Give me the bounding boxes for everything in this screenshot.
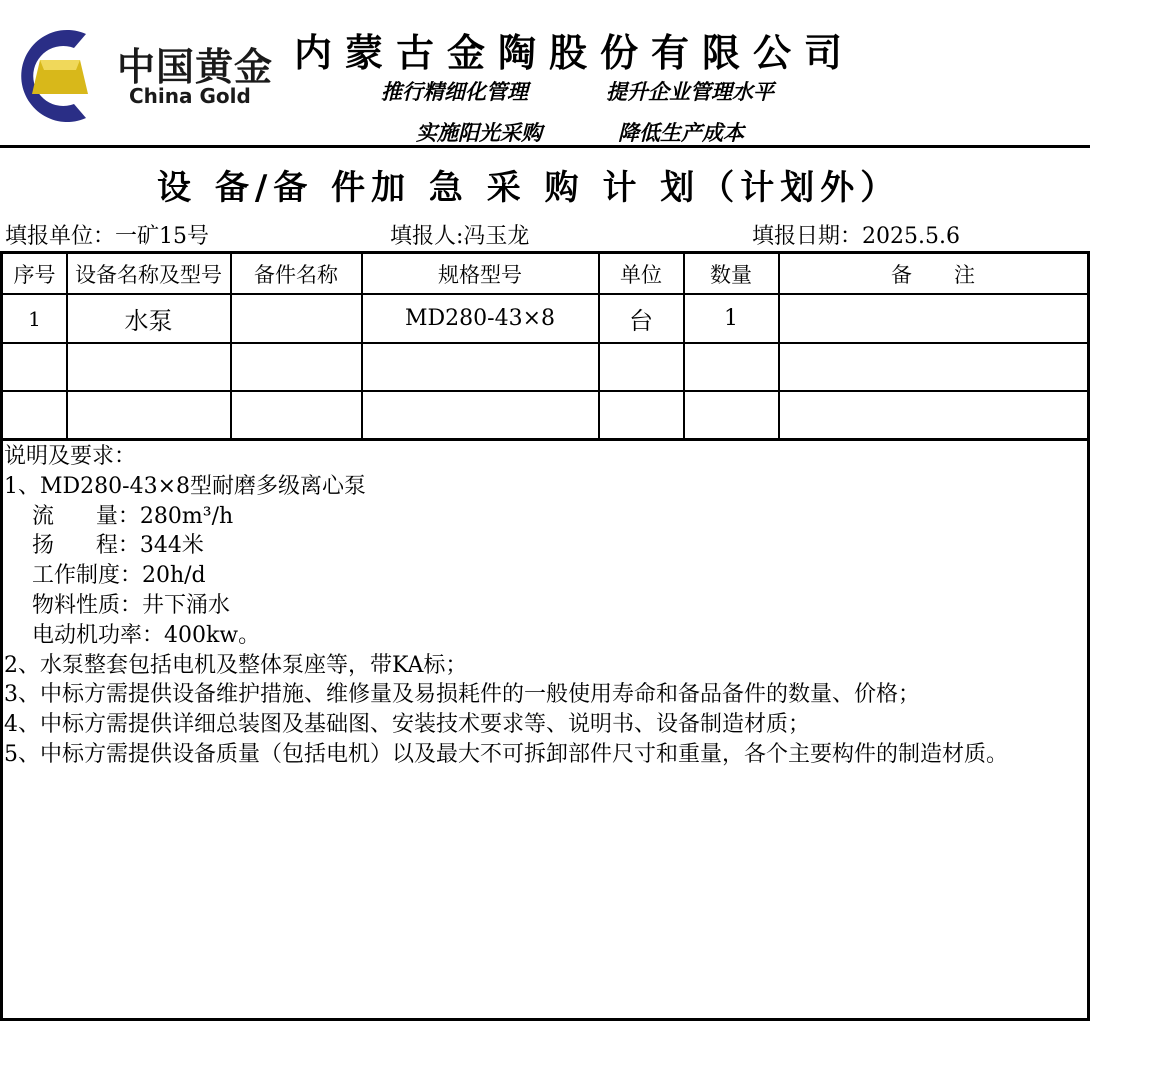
- col-header-equipment: 设备名称及型号: [75, 263, 222, 287]
- company-name: 内蒙古金陶股份有限公司: [294, 30, 856, 75]
- notes-spec-motor: 电动机功率：400kw。: [4, 622, 261, 648]
- header-divider: [0, 145, 1090, 148]
- slogan-1a: 推行精细化管理: [381, 79, 528, 104]
- notes-item-5: 5、中标方需提供设备质量（包括电机）以及最大不可拆卸部件尺寸和重量，各个主要构件的制造材质。: [4, 741, 1009, 767]
- row1-spec: MD280-43×8: [404, 306, 555, 331]
- reporter: 填报人:冯玉龙: [390, 224, 530, 249]
- notes-item-4: 4、中标方需提供详细总装图及基础图、安装技术要求等、说明书、设备制造材质；: [4, 712, 810, 738]
- row1-seq: 1: [28, 306, 41, 331]
- row1-unit: 台: [629, 307, 653, 335]
- notes-spec-duty: 工作制度：20h/d: [4, 563, 206, 589]
- requirements-notes: [4, 442, 1084, 770]
- form-title: 设 备/备 件加 急 采 购 计 划（计划外）: [157, 168, 901, 208]
- col-header-part: 备件名称: [254, 263, 338, 287]
- col-header-spec: 规格型号: [438, 263, 522, 287]
- report-date: 填报日期：2025.5.6: [752, 224, 960, 249]
- logo-text-cn: 中国黄金: [117, 45, 274, 89]
- notes-item-3: 3、中标方需提供设备维护措施、维修量及易损耗件的一般使用寿命和备品备件的数量、价格；: [4, 682, 921, 708]
- row1-equipment: 水泵: [124, 307, 173, 335]
- row1-remarks: [779, 295, 1087, 342]
- reporting-unit: 填报单位：一矿15号: [5, 224, 209, 249]
- logo-text-en: China Gold: [129, 84, 251, 108]
- notes-spec-medium: 物料性质：井下涌水: [4, 592, 230, 618]
- china-gold-logo: [6, 20, 106, 132]
- row1-part: [231, 295, 361, 342]
- notes-item-2: 2、水泵整套包括电机及整体泵座等，带KA标；: [4, 652, 468, 678]
- notes-spec-flow: 流 量：280m³/h: [4, 503, 234, 529]
- row1-qty: 1: [724, 306, 738, 331]
- row-divider: [3, 342, 1087, 344]
- slogan-2a: 实施阳光采购: [416, 120, 542, 145]
- col-header-remarks: 备 注: [891, 263, 975, 287]
- col-header-unit: 单位: [620, 263, 662, 287]
- col-header-qty: 数量: [710, 263, 752, 287]
- notes-spec-head: 扬 程：344米: [4, 533, 204, 559]
- row-divider: [3, 438, 1087, 441]
- row-divider: [3, 390, 1087, 392]
- slogan-2b: 降低生产成本: [618, 120, 744, 145]
- notes-heading: 说明及要求：: [4, 444, 137, 469]
- notes-item-1: 1、MD280-43×8型耐磨多级离心泵: [4, 473, 367, 499]
- slogan-1b: 提升企业管理水平: [606, 79, 774, 104]
- col-header-seq: 序号: [13, 263, 56, 287]
